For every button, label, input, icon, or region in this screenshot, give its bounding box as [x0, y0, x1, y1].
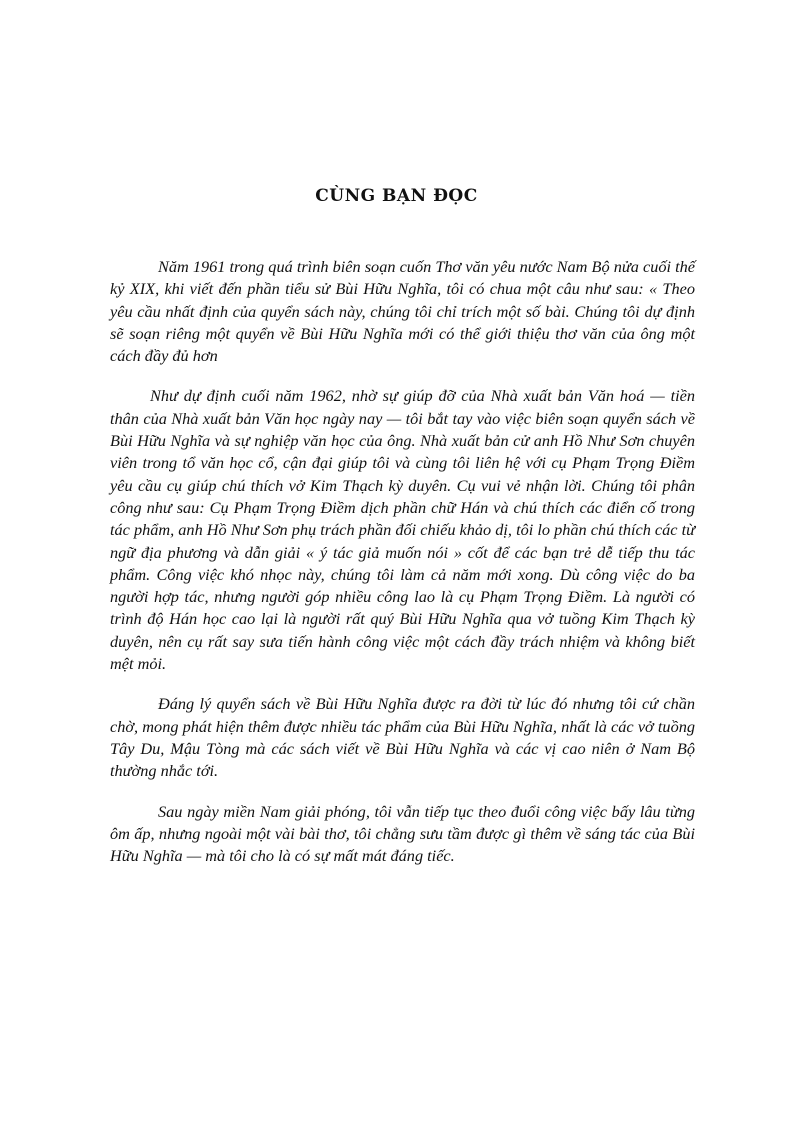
page-title: CÙNG BẠN ĐỌC: [315, 186, 478, 206]
body-text: [110, 256, 695, 885]
paragraph-2: Như dự định cuối năm 1962, nhờ sự giúp đỡ của Nhà xuất bản Văn hoá — tiền thân của Nhà xuất bản Văn học ngày nay — tôi bắt tay vào việc biên soạn quyển sách về Bùi Hữu Nghĩa và sự nghiệp văn học của ông. Nhà xuất bản cử anh Hồ Như Sơn chuyên viên trong tổ văn học cổ, cận đại giúp tôi và cùng tôi liên hệ với cụ Phạm Trọng Điềm yêu cầu cụ giúp chú thích vở Kim Thạch kỳ duyên. Cụ vui vẻ nhận lời. Chúng tôi phân công như sau: Cụ Phạm Trọng Điềm dịch phần chữ Hán và chú thích các điển cố trong tác phẩm, anh Hồ Như Sơn phụ trách phần đối chiếu khảo dị, tôi lo phần chú thích các từ ngữ địa phương và dẫn giải « ý tác giả muốn nói » cốt để các bạn trẻ dễ tiếp thu tác phẩm. Công việc khó nhọc này, chúng tôi làm cả năm mới xong. Dù công việc do ba người hợp tác, nhưng người góp nhiều công lao là cụ Phạm Trọng Điềm. Là người có trình độ Hán học cao lại là người rất quý Bùi Hữu Nghĩa qua vở tuồng Kim Thạch kỳ duyên, nên cụ rất say sưa tiến hành công việc một cách đầy trách nhiệm và không biết mệt mỏi.: [110, 386, 695, 674]
paragraph-3: Đáng lý quyển sách về Bùi Hữu Nghĩa được ra đời từ lúc đó nhưng tôi cứ chần chờ, mong phát hiện thêm được nhiều tác phẩm của Bùi Hữu Nghĩa, nhất là các vở tuồng Tây Du, Mậu Tòng mà các sách viết về Bùi Hữu Nghĩa và các vị cao niên ở Nam Bộ thường nhắc tới.: [110, 694, 695, 781]
paragraph-4: Sau ngày miền Nam giải phóng, tôi vẫn tiếp tục theo đuổi công việc bấy lâu từng ôm ấp, nhưng ngoài một vài bài thơ, tôi chẳng sưu tầm được gì thêm về sáng tác của Bùi Hữu Nghĩa — mà tôi cho là có sự mất mát đáng tiếc.: [110, 801, 695, 866]
paragraph-1: Năm 1961 trong quá trình biên soạn cuốn Thơ văn yêu nước Nam Bộ nửa cuối thế kỷ XIX, khi viết đến phần tiểu sử Bùi Hữu Nghĩa, tôi có chua một câu như sau: « Theo yêu cầu nhất định của quyển sách này, chúng tôi chỉ trích một số bài. Chúng tôi dự định sẽ soạn riêng một quyển về Bùi Hữu Nghĩa mới có thể giới thiệu thơ văn của ông một cách đầy đủ hơn: [110, 257, 695, 366]
